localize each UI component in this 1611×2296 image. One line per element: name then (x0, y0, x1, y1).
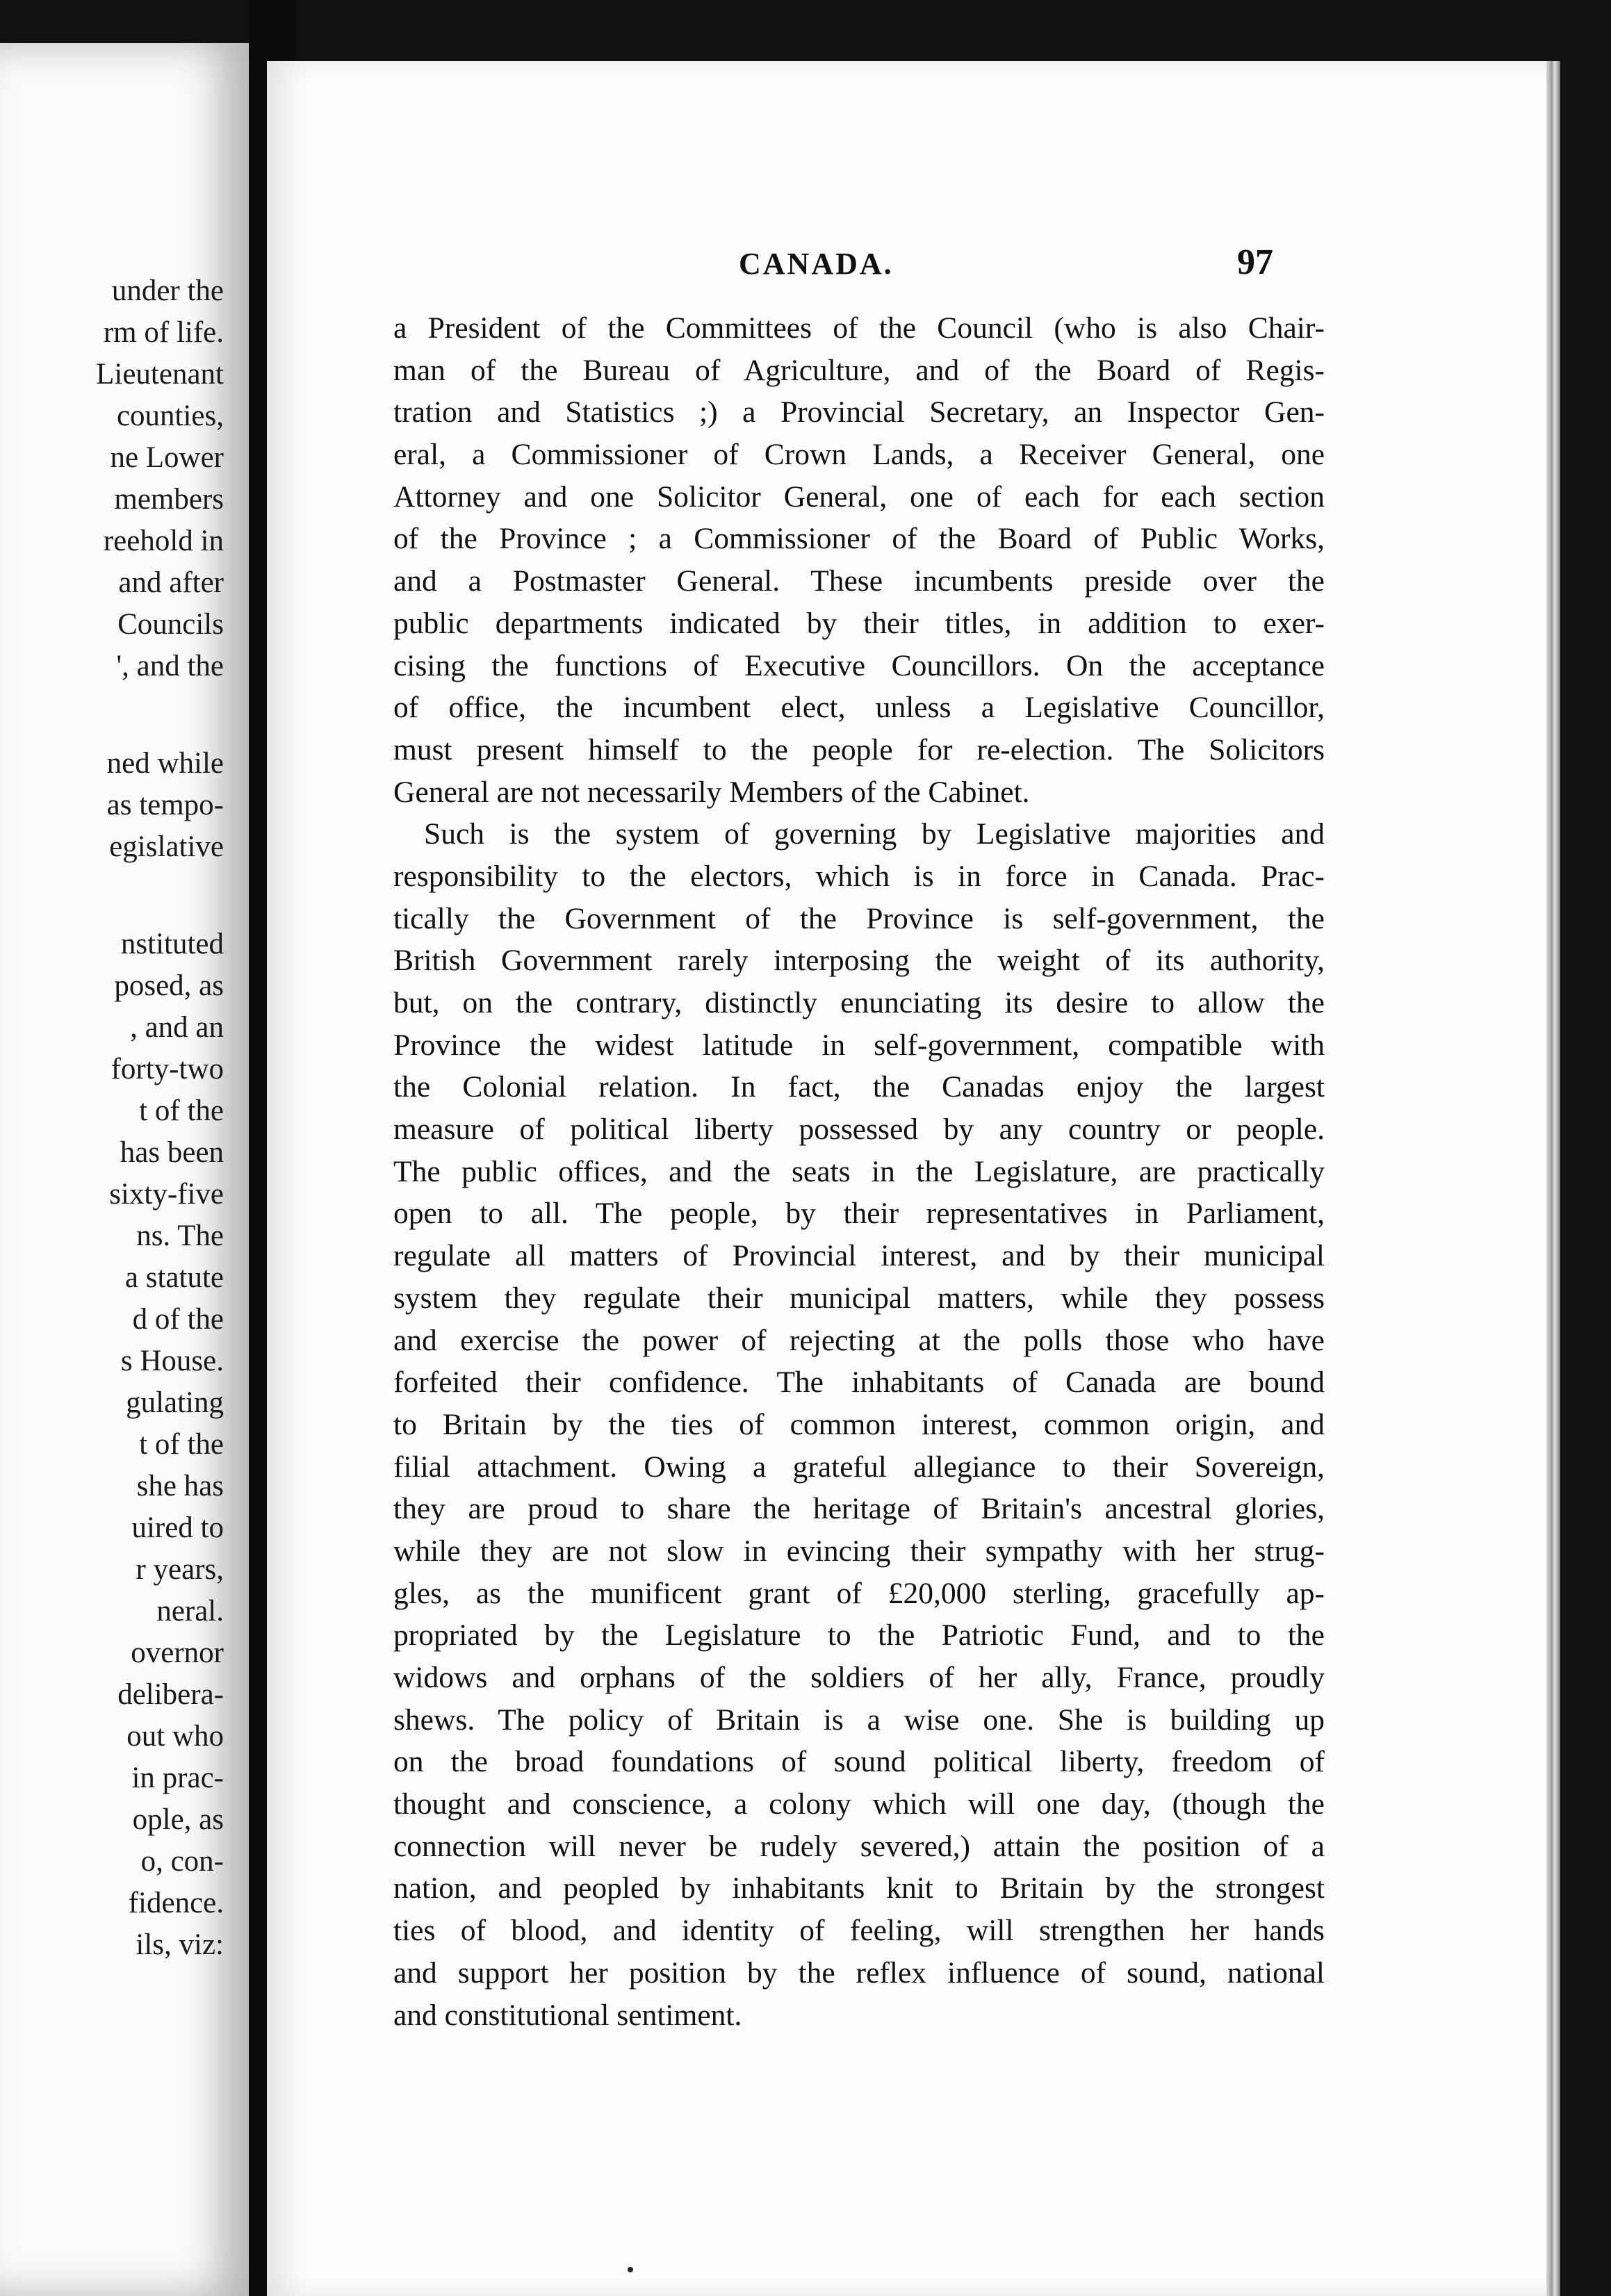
text-line: tically the Government of the Province is self-government, the (393, 901, 1325, 935)
text-line: and support her position by the reflex influence of sound, national (393, 1955, 1325, 1990)
text-line: widows and orphans of the soldiers of her ally, France, proudly (393, 1661, 1325, 1694)
facing-line: Lieutenant (96, 358, 224, 391)
facing-line: , and an (130, 1011, 224, 1044)
facing-line: ned while (106, 747, 224, 780)
text-line: General are not necessarily Members of the Cabinet. (393, 775, 1030, 809)
facing-line: and after (118, 566, 224, 599)
text-line: system they regulate their municipal matters, while they possess (393, 1281, 1325, 1315)
ink-speck (628, 2267, 633, 2272)
facing-line: members (114, 483, 224, 516)
text-line: filial attachment. Owing a grateful allegiance to their Sovereign, (393, 1450, 1325, 1484)
text-line: of office, the incumbent elect, unless a Legislative Councillor, (393, 691, 1325, 725)
facing-line: t of the (139, 1428, 224, 1461)
text-line: shews. The policy of Britain is a wise one. She is building up (393, 1703, 1325, 1737)
facing-line: nstituted (120, 928, 224, 960)
body-text (393, 307, 1325, 2036)
facing-line: overnor (131, 1637, 224, 1669)
running-title: CANADA. (739, 247, 894, 281)
text-line: connection will never be rudely severed,) attain the position of a (393, 1829, 1325, 1863)
text-line: cising the functions of Executive Councillors. On the acceptance (393, 648, 1325, 682)
facing-line: ns. The (136, 1220, 224, 1252)
running-head (0, 243, 1611, 288)
text-line: regulate all matters of Provincial interest, and by their municipal (393, 1239, 1325, 1273)
facing-line: in prac- (131, 1762, 224, 1794)
text-line: responsibility to the electors, which is in force in Canada. Prac- (393, 859, 1325, 893)
text-line: the Colonial relation. In fact, the Canadas enjoy the largest (393, 1070, 1325, 1104)
facing-line: reehold in (103, 525, 224, 557)
facing-line: ', and the (116, 650, 224, 682)
text-line: but, on the contrary, distinctly enunciating its desire to allow the (393, 986, 1325, 1019)
facing-line: a statute (124, 1261, 224, 1294)
text-line: forfeited their confidence. The inhabitants of Canada are bound (393, 1366, 1325, 1400)
facing-line: she has (136, 1470, 224, 1502)
facing-line: has been (120, 1136, 224, 1169)
facing-line: under the (111, 274, 224, 307)
facing-line: egislative (109, 830, 224, 863)
facing-line: d of the (132, 1303, 224, 1336)
facing-line: delibera- (117, 1678, 224, 1711)
facing-line: o, con- (140, 1845, 224, 1878)
text-line: while they are not slow in evincing their sympathy with her strug- (393, 1534, 1325, 1568)
text-line: of the Province ; a Commissioner of the Board of Public Works, (393, 522, 1325, 556)
text-line: and exercise the power of rejecting at the polls those who have (393, 1323, 1325, 1357)
page-edge (1546, 61, 1560, 2296)
facing-line: t of the (139, 1094, 224, 1127)
facing-line: counties, (116, 400, 224, 432)
text-line: The public offices, and the seats in the Legislature, are practically (393, 1154, 1325, 1188)
text-line: thought and conscience, a colony which will one day, (though the (393, 1787, 1325, 1821)
facing-line: uired to (131, 1511, 224, 1544)
text-line: propriated by the Legislature to the Patriotic Fund, and to the (393, 1618, 1325, 1653)
text-line: Such is the system of governing by Legislative majorities and (424, 817, 1325, 851)
text-line: British Government rarely interposing the weight of its authority, (393, 944, 1325, 978)
facing-line: ople, as (132, 1803, 224, 1836)
facing-line: out who (126, 1720, 224, 1753)
facing-line: ils, viz: (136, 1928, 224, 1961)
facing-line: r years, (136, 1553, 224, 1586)
text-line: to Britain by the ties of common interest, common origin, and (393, 1407, 1325, 1441)
facing-page-fragment (0, 43, 249, 2296)
text-line: man of the Bureau of Agriculture, and of the Board of Regis- (393, 353, 1325, 387)
text-line: nation, and peopled by inhabitants knit to Britain by the strongest (393, 1871, 1325, 1905)
text-line: ties of blood, and identity of feeling, will strengthen her hands (393, 1914, 1325, 1948)
text-line: measure of political liberty possessed by any country or people. (393, 1113, 1325, 1147)
text-line: open to all. The people, by their representatives in Parliament, (393, 1197, 1325, 1231)
facing-line: s House. (120, 1345, 224, 1377)
text-line: public departments indicated by their titles, in addition to exer- (393, 606, 1325, 640)
facing-line: fidence. (128, 1887, 224, 1919)
text-line: Attorney and one Solicitor General, one of each for each section (393, 479, 1325, 514)
facing-line: ne Lower (110, 441, 224, 474)
text-line: tration and Statistics ;) a Provincial Secretary, an Inspector Gen- (393, 395, 1325, 429)
text-line: eral, a Commissioner of Crown Lands, a Receiver General, one (393, 438, 1325, 472)
text-line: they are proud to share the heritage of Britain's ancestral glories, (393, 1492, 1325, 1526)
text-line: a President of the Committees of the Council (who is also Chair- (393, 311, 1325, 345)
text-line: Province the widest latitude in self-government, compatible with (393, 1028, 1325, 1062)
page-number: 97 (1237, 243, 1273, 282)
facing-line: sixty-five (109, 1178, 224, 1211)
facing-line: gulating (126, 1386, 224, 1419)
facing-line: rm of life. (103, 316, 224, 349)
facing-line: posed, as (114, 969, 224, 1002)
text-line: gles, as the munificent grant of £20,000 sterling, gracefully ap- (393, 1576, 1325, 1610)
facing-line: neral. (156, 1595, 224, 1627)
text-line: on the broad foundations of sound political liberty, freedom of (393, 1745, 1325, 1779)
text-line: and constitutional sentiment. (393, 1998, 742, 2032)
facing-line: forty-two (111, 1053, 224, 1085)
text-line: and a Postmaster General. These incumbents preside over the (393, 564, 1325, 598)
facing-line: as tempo- (106, 789, 224, 821)
text-line: must present himself to the people for re-election. The Solicitors (393, 732, 1325, 766)
facing-line: Councils (117, 608, 224, 641)
